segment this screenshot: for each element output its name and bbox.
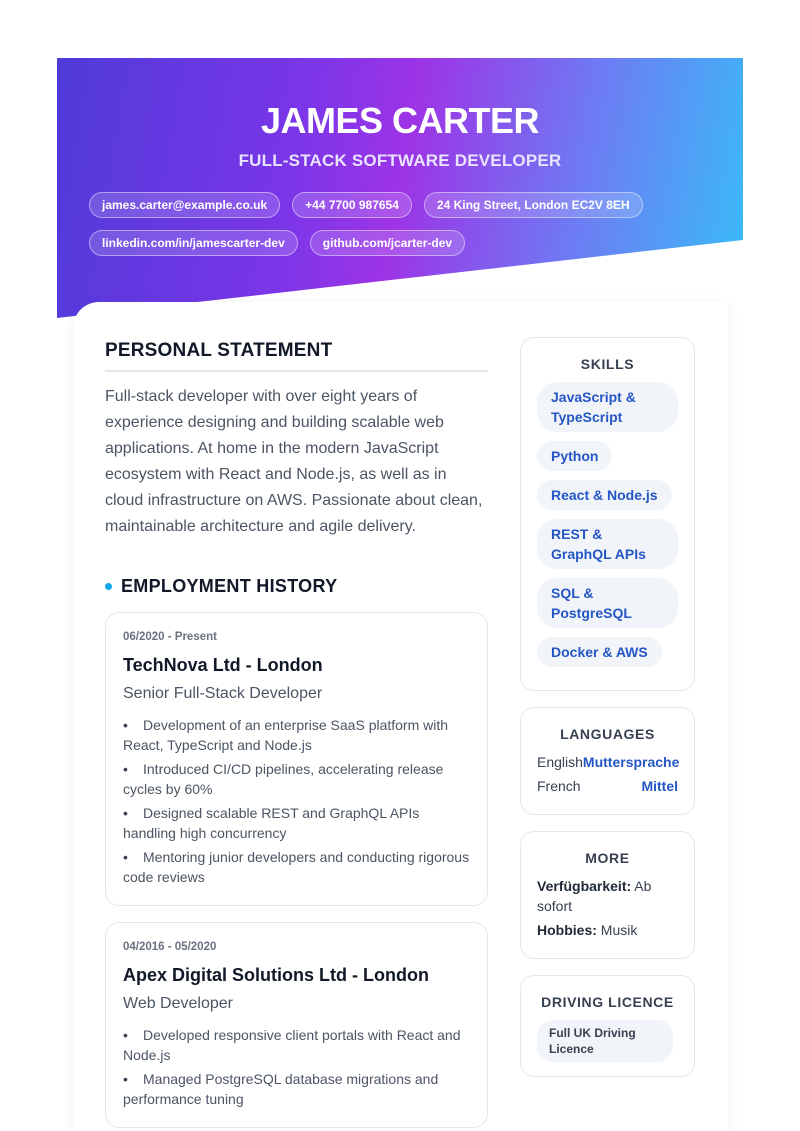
main-column	[105, 340, 488, 1128]
skill-pill: SQL & PostgreSQL	[537, 578, 678, 628]
more-box	[520, 831, 695, 959]
candidate-title: FULL-STACK SOFTWARE DEVELOPER	[238, 151, 562, 170]
language-row	[537, 752, 678, 772]
skills-box	[520, 337, 695, 691]
job-company: TechNova Ltd - London	[123, 655, 323, 675]
linkedin-chip[interactable]: linkedin.com/in/jamescarter-dev	[89, 230, 298, 256]
statement-heading: PERSONAL STATEMENT	[105, 340, 488, 372]
address-chip: 24 King Street, London EC2V 8EH	[424, 192, 643, 218]
language-row	[537, 776, 678, 796]
employment-heading: EMPLOYMENT HISTORY	[121, 576, 338, 596]
bullet-dot-icon	[105, 583, 112, 590]
candidate-name: JAMES CARTER	[260, 100, 540, 141]
skill-pill: React & Node.js	[537, 480, 672, 510]
list-item: • Managed PostgreSQL database migrations and performance tuning	[123, 1071, 439, 1107]
hobbies-line: Hobbies: Musik	[537, 922, 638, 938]
github-chip[interactable]: github.com/jcarter-dev	[310, 230, 465, 256]
licence-heading: DRIVING LICENCE	[541, 994, 674, 1010]
job-bullets	[123, 1025, 470, 1109]
list-item: • Mentoring junior developers and conducting rigorous code reviews	[123, 849, 470, 885]
job-role: Web Developer	[123, 995, 233, 1012]
language-name: French	[537, 778, 581, 794]
language-name: English	[537, 754, 583, 770]
skill-pill: JavaScript & TypeScript	[537, 382, 678, 432]
job-company: Apex Digital Solutions Ltd - London	[123, 965, 429, 985]
licence-pill: Full UK Driving Licence	[537, 1020, 673, 1062]
employment-heading-row	[105, 576, 488, 597]
statement-text: Full-stack developer with over eight years of experience designing and building scalable web applications. At home in the modern JavaScript ecosystem with React and Node.js, as well as in cloud infrastructure on AWS. Passionate about clean, maintainable architecture and agile delivery.	[105, 388, 483, 535]
availability-line: Verfügbarkeit: Ab sofort	[537, 878, 652, 914]
job-card	[105, 612, 488, 906]
skill-pill: Docker & AWS	[537, 637, 662, 667]
list-item: • Introduced CI/CD pipelines, accelerating release cycles by 60%	[123, 761, 444, 797]
languages-box	[520, 707, 695, 815]
job-role: Senior Full-Stack Developer	[123, 685, 323, 702]
list-item: • Developed responsive client portals with React and Node.js	[123, 1027, 461, 1063]
phone-chip[interactable]: +44 7700 987654	[292, 192, 412, 218]
licence-box	[520, 975, 695, 1077]
job-date: 04/2016 - 05/2020	[123, 941, 217, 953]
job-bullets	[123, 715, 470, 887]
list-item: • Designed scalable REST and GraphQL APIs handling high concurrency	[123, 805, 420, 841]
skill-pill: Python	[537, 441, 612, 471]
language-level: Mittel	[641, 778, 678, 794]
skills-heading: SKILLS	[580, 356, 635, 372]
language-level: Muttersprache	[582, 754, 680, 770]
list-item: • Development of an enterprise SaaS platform with React, TypeScript and Node.js	[123, 717, 449, 753]
sidebar	[520, 337, 695, 1093]
languages-heading: LANGUAGES	[560, 726, 655, 742]
job-date: 06/2020 - Present	[123, 631, 217, 643]
job-card	[105, 922, 488, 1128]
more-heading: MORE	[585, 850, 630, 866]
contact-list	[89, 192, 709, 268]
skill-pill: REST & GraphQL APIs	[537, 519, 678, 569]
email-chip[interactable]: james.carter@example.co.uk	[89, 192, 280, 218]
